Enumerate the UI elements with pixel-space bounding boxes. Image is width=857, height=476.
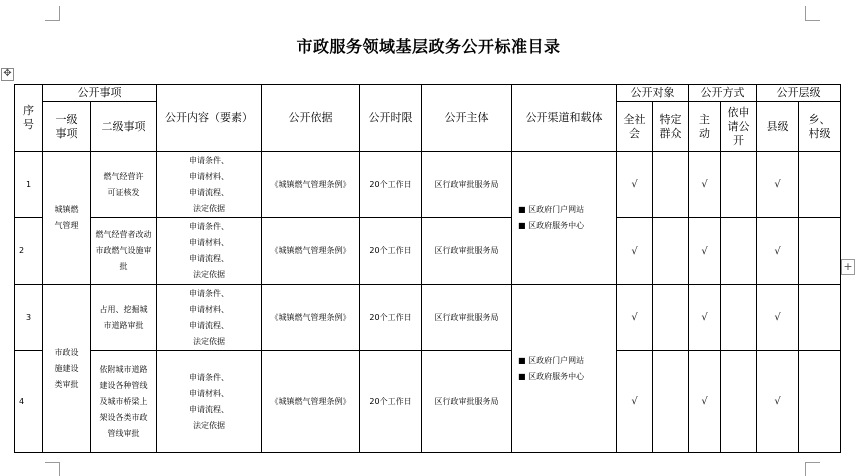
add-column-icon[interactable]: +: [841, 259, 855, 275]
check-level-township: [799, 285, 841, 351]
group-gas: 城镇燃气管理: [43, 152, 91, 285]
check-object-specific: [653, 218, 689, 285]
header-subject: 公开主体: [422, 85, 512, 152]
catalog-table: [14, 84, 841, 453]
check-level-county: √: [757, 351, 799, 453]
table-move-handle-icon[interactable]: ✥: [1, 68, 14, 81]
row-number: 3: [15, 285, 43, 351]
channel-cell: ■ 区政府门户网站 ■ 区政府服务中心: [512, 285, 617, 453]
crop-mark-bottom-left: [45, 462, 60, 476]
header-object-specific: 特定群众: [653, 102, 689, 152]
row-number: 4: [15, 351, 43, 453]
check-method-active: √: [689, 285, 721, 351]
check-object-specific: [653, 152, 689, 218]
header-level-township: 乡、村级: [799, 102, 841, 152]
header-level-group: 公开层级: [757, 85, 841, 102]
time-limit-cell: 20个工作日: [360, 285, 422, 351]
level2-item: 燃气经营许可证核发: [91, 152, 157, 218]
check-level-county: √: [757, 152, 799, 218]
check-object-specific: [653, 285, 689, 351]
subject-cell: 区行政审批服务局: [422, 351, 512, 453]
header-seq: 序号: [15, 85, 43, 152]
check-level-township: [799, 351, 841, 453]
header-level-county: 县级: [757, 102, 799, 152]
time-limit-cell: 20个工作日: [360, 218, 422, 285]
header-method-active: 主动: [689, 102, 721, 152]
channel-cell: ■ 区政府门户网站 ■ 区政府服务中心: [512, 152, 617, 285]
header-level2: 二级事项: [91, 102, 157, 152]
row-number: 1: [15, 152, 43, 218]
content-list: 申请条件、 申请材料、 申请流程、 法定依据: [157, 152, 262, 218]
header-content: 公开内容（要素）: [157, 85, 262, 152]
basis-cell: 《城镇燃气管理条例》: [262, 351, 360, 453]
row-number: 2: [15, 218, 43, 285]
check-method-apply: [721, 285, 757, 351]
check-method-active: √: [689, 218, 721, 285]
bullet-icon: ■: [518, 355, 526, 365]
content-list: 申请条件、 申请材料、 申请流程、 法定依据: [157, 351, 262, 453]
content-list: 申请条件、 申请材料、 申请流程、 法定依据: [157, 218, 262, 285]
header-matter-group: 公开事项: [43, 85, 157, 102]
check-level-county: √: [757, 218, 799, 285]
time-limit-cell: 20个工作日: [360, 152, 422, 218]
table-row: [15, 152, 841, 218]
header-level1: 一级事项: [43, 102, 91, 152]
table-row: [15, 285, 841, 351]
bullet-icon: ■: [518, 205, 526, 214]
level2-item: 依附城市道路建设各种管线及城市桥梁上架设各类市政管线审批: [91, 351, 157, 453]
header-basis: 公开依据: [262, 85, 360, 152]
level2-item: 燃气经营者改动市政燃气设施审批: [91, 218, 157, 285]
crop-mark-top-right: [805, 6, 820, 21]
subject-cell: 区行政审批服务局: [422, 285, 512, 351]
check-object-all: √: [617, 351, 653, 453]
subject-cell: 区行政审批服务局: [422, 152, 512, 218]
check-object-specific: [653, 351, 689, 453]
check-method-active: √: [689, 351, 721, 453]
crop-mark-bottom-right: [805, 462, 820, 476]
check-object-all: √: [617, 218, 653, 285]
header-object-all: 全社会: [617, 102, 653, 152]
check-method-apply: [721, 351, 757, 453]
bullet-icon: ■: [518, 371, 526, 381]
content-list: 申请条件、 申请材料、 申请流程、 法定依据: [157, 285, 262, 351]
group-municipal: 市政设施建设类审批: [43, 285, 91, 453]
check-method-apply: [721, 218, 757, 285]
header-object-group: 公开对象: [617, 85, 689, 102]
basis-cell: 《城镇燃气管理条例》: [262, 218, 360, 285]
header-method-group: 公开方式: [689, 85, 757, 102]
bullet-icon: ■: [518, 221, 526, 230]
level2-item: 占用、挖掘城市道路审批: [91, 285, 157, 351]
basis-cell: 《城镇燃气管理条例》: [262, 152, 360, 218]
table-row: [15, 351, 841, 453]
header-time-limit: 公开时限: [360, 85, 422, 152]
basis-cell: 《城镇燃气管理条例》: [262, 285, 360, 351]
table-row: [15, 218, 841, 285]
document-title: 市政服务领域基层政务公开标准目录: [296, 37, 561, 56]
header-method-apply: 依申请公开: [721, 102, 757, 152]
crop-mark-top-left: [45, 6, 60, 21]
subject-cell: 区行政审批服务局: [422, 218, 512, 285]
check-object-all: √: [617, 285, 653, 351]
check-level-township: [799, 152, 841, 218]
check-level-county: √: [757, 285, 799, 351]
check-object-all: √: [617, 152, 653, 218]
check-method-apply: [721, 152, 757, 218]
check-level-township: [799, 218, 841, 285]
check-method-active: √: [689, 152, 721, 218]
header-channel: 公开渠道和载体: [512, 85, 617, 152]
time-limit-cell: 20个工作日: [360, 351, 422, 453]
